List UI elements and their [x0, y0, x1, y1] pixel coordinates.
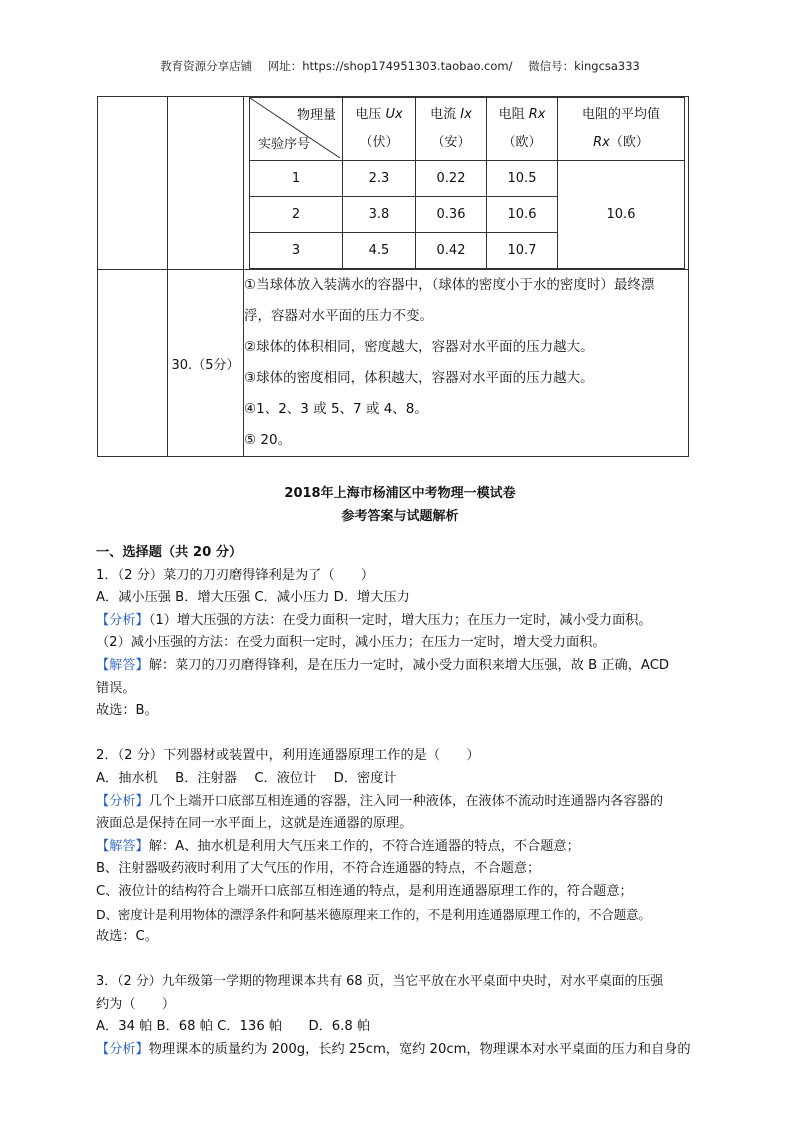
- header-avg-resistance: 电阻的平均值 Rx（欧）: [558, 98, 685, 161]
- shop-name: 教育资源分享店铺: [160, 59, 253, 73]
- q2-solution-3: C、液位计的结构符合上端开口底部互相连通的特点，是利用连通器原理工作的，符合题意；: [96, 883, 633, 899]
- q1-stem: 1．（2 分）菜刀的刀刃磨得锋利是为了（ ）: [96, 567, 375, 583]
- cell-voltage: 4.5: [343, 233, 416, 269]
- cell-current: 0.42: [416, 233, 487, 269]
- answer-table-cell: [168, 97, 244, 270]
- cell-trial: 3: [250, 233, 343, 269]
- header-trial-number: 实验序号: [258, 137, 311, 152]
- cell-resistance: 10.7: [487, 233, 558, 269]
- q2-stem: 2．（2 分）下列器材或装置中，利用连通器原理工作的是（ ）: [96, 748, 480, 764]
- cell-current: 0.36: [416, 197, 487, 233]
- exam-title: 2018年上海市杨浦区中考物理一模试卷: [284, 486, 516, 501]
- header-resistance: 电阻 Rx （欧）: [487, 98, 558, 161]
- answer-table-cell: [244, 97, 689, 270]
- header-quantity: 物理量: [296, 108, 336, 123]
- table-row: [250, 161, 685, 197]
- cell-resistance: 10.5: [487, 161, 558, 197]
- q3-options: A．34 帕 B．68 帕 C．136 帕 D．6.8 帕: [96, 1019, 371, 1035]
- answer-table: [97, 96, 689, 457]
- q2-analysis: 【分析】几个上端开口底部互相连通的容器，注入同一种液体，在液体不流动时连通器内各容器的: [96, 793, 664, 809]
- cell-voltage: 2.3: [343, 161, 416, 197]
- q2-answer: 故选：C。: [96, 929, 158, 945]
- q2-options: A．抽水机 B．注射器 C．液位计 D．密度计: [96, 770, 397, 786]
- q2-solution-4: D、密度计是利用物体的漂浮条件和阿基米德原理来工作的，不是利用连通器原理工作的，不合题意。: [96, 906, 651, 922]
- cell-voltage: 3.8: [343, 197, 416, 233]
- q3-stem-2: 约为（ ）: [96, 996, 176, 1012]
- header-voltage: 电压 Ux （伏）: [343, 98, 416, 161]
- shop-url: 网址：https://shop174951303.taobao.com/: [267, 59, 513, 73]
- header-current: 电流 Ix （安）: [416, 98, 487, 161]
- analysis-tag: 【分析】: [96, 1042, 149, 1058]
- cell-trial: 1: [250, 161, 343, 197]
- q1-solution: 【解答】解：菜刀的刀刃磨得锋利，是在压力一定时，减小受力面积来增大压强，故 B 正确，ACD: [96, 657, 670, 673]
- cell-resistance: 10.6: [487, 197, 558, 233]
- q2-solution: 【解答】解：A、抽水机是利用大气压来工作的，不符合连通器的特点，不合题意；: [96, 838, 580, 854]
- wechat-id: 微信号：kingcsa333: [528, 59, 640, 73]
- analysis-tag: 【分析】: [96, 793, 149, 809]
- q30-line: ①当球体放入装满水的容器中，（球体的密度小于水的密度时）最终漂: [244, 277, 655, 293]
- q2-analysis-2: 液面总是保持在同一水平面上，这就是连通器的原理。: [96, 816, 413, 832]
- answer-table-cell: [98, 270, 168, 457]
- solution-tag: 【解答】: [96, 838, 149, 854]
- q1-analysis: 【分析】（1）增大压强的方法：在受力面积一定时，增大压力；在压力一定时，减小受力面积。: [96, 612, 652, 628]
- q30-line: 浮，容器对水平面的压力不变。: [244, 308, 433, 324]
- answer-body: [96, 542, 708, 1062]
- q30-line: ③球体的密度相同，体积越大，容器对水平面的压力越大。: [244, 370, 594, 386]
- cell-avg-resistance: 10.6: [558, 161, 685, 269]
- q2-solution-2: B、注射器吸药液时利用了大气压的作用，不符合连通器的特点，不合题意；: [96, 861, 541, 877]
- answer-table-cell: [98, 97, 168, 270]
- q1-options: A．减小压强 B．增大压强 C．减小压力 D．增大压力: [96, 590, 410, 606]
- q1-solution-2: 错误。: [96, 680, 136, 696]
- section-heading: 一、选择题（共 20 分）: [96, 545, 243, 560]
- q3-analysis: 【分析】物理课本的质量约为 200g，长约 25cm，宽约 20cm，物理课本对水平桌面的压力和自身的: [96, 1042, 691, 1058]
- q30-label: 30.（5分）: [168, 270, 244, 457]
- exam-subtitle: 参考答案与试题解析: [341, 509, 459, 524]
- q30-line: ④1、2、3 或 5、7 或 4、8。: [244, 401, 428, 417]
- solution-tag: 【解答】: [96, 657, 149, 673]
- q1-answer: 故选：B。: [96, 703, 158, 719]
- q30-line: ⑤ 20。: [244, 432, 292, 448]
- q30-answer: [244, 270, 689, 457]
- page-header: [0, 58, 800, 74]
- cell-current: 0.22: [416, 161, 487, 197]
- experiment-data-table: [249, 97, 685, 269]
- diagonal-header-cell: [250, 98, 343, 161]
- q3-stem: 3．（2 分）九年级第一学期的物理课本共有 68 页，当它平放在水平桌面中央时，对水平桌面的压强: [96, 974, 664, 990]
- q30-line: ②球体的体积相同，密度越大，容器对水平面的压力越大。: [244, 339, 594, 355]
- cell-trial: 2: [250, 197, 343, 233]
- q1-analysis-2: （2）减小压强的方法：在受力面积一定时，减小压力；在压力一定时，增大受力面积。: [96, 635, 606, 651]
- analysis-tag: 【分析】: [96, 612, 149, 628]
